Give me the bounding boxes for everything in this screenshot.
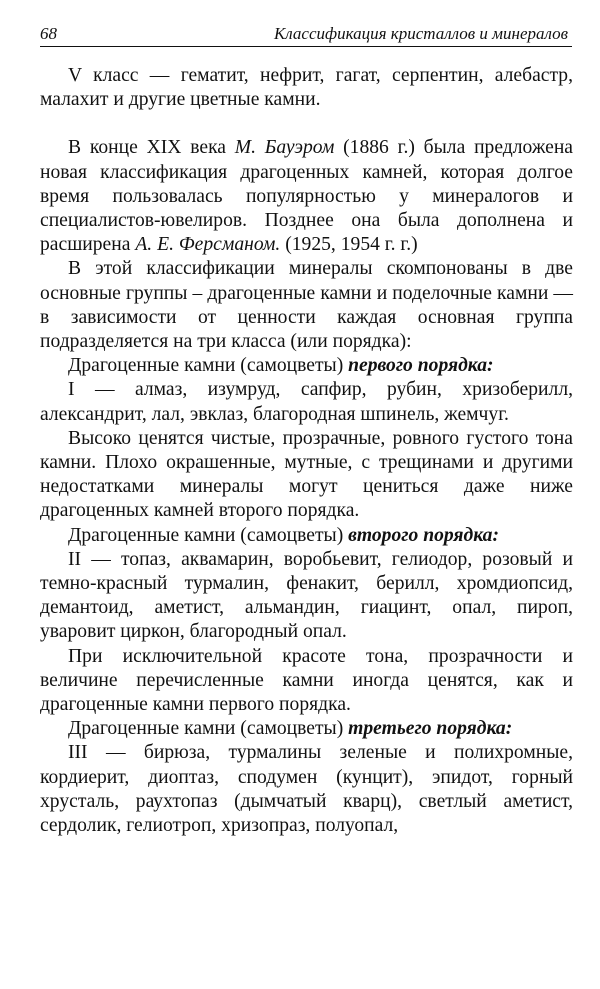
history-years: (1925, 1954 г. г.): [280, 234, 418, 256]
heading-third-order: [40, 717, 573, 741]
body-text: [40, 64, 573, 838]
third-order-label: третьего порядка:: [348, 718, 513, 740]
list-second-order: II — топаз, аквамарин, воробьевит, гелиодор, розовый и темно-красный турмалин, фенакит, берилл, хромдиопсид, демантоид, аметист, альмандин, гиацинт, опал, пироп, уваровит циркон, благородный опал.: [40, 548, 573, 643]
paragraph-first-order-note: Высоко ценятся чистые, прозрачные, ровного густого тона камни. Плохо окрашенные, мутные, с трещинами и другими недостатками минералы могут цениться даже ниже драгоценных камней второго порядка.: [40, 427, 573, 522]
paragraph-second-order-note: При исключительной красоте тона, прозрачности и величине перечисленные камни иногда ценятся, как и драгоценные камни первого порядка.: [40, 645, 573, 716]
heading-first-order: [40, 354, 573, 378]
heading-third-order-text: Драгоценные камни (самоцветы): [68, 718, 349, 740]
heading-first-order-text: Драгоценные камни (самоцветы): [68, 355, 349, 377]
history-text-1: В конце XIX века: [68, 137, 235, 159]
first-order-label: первого порядка:: [348, 355, 494, 377]
heading-second-order: [40, 524, 573, 548]
author-bauer: М. Бауэром: [234, 137, 335, 159]
list-third-order: III — бирюза, турмалины зеленые и полихромные, кордиерит, диоптаз, сподумен (кунцит), эпидот, горный хрусталь, раухтопаз (дымчатый кварц), светлый аметист, сердолик, гелиотроп, хризопраз, полуопал,: [40, 742, 573, 837]
paragraph-history: [40, 136, 573, 257]
page-number: 68: [40, 24, 57, 43]
paragraph-groups: В этой классификации минералы скомпонованы в две основные группы – драгоценные камни и поделочные камни — в зависимости от ценности каждая основная группа подразделяется на три класса (или порядка):: [40, 258, 573, 353]
paragraph-class-v: V класс — гематит, нефрит, гагат, серпентин, алебастр, малахит и другие цветные камни.: [40, 65, 573, 111]
author-fersman: А. Е. Ферсманом.: [135, 234, 281, 256]
second-order-label: второго порядка:: [348, 524, 500, 546]
page-header: [40, 24, 572, 47]
list-first-order: I — алмаз, изумруд, сапфир, рубин, хризоберилл, александрит, лал, эвклаз, благородная шпинель, жемчуг.: [40, 379, 573, 425]
heading-second-order-text: Драгоценные камни (самоцветы): [68, 524, 349, 546]
running-title: Классификация кристаллов и минералов: [274, 24, 568, 43]
history-text-2: (1886 г.) была предложена новая классификация драгоценных камней, которая долгое время пользовалась популярностью у минералогов и специалистов-ювелиров. Позднее она была дополнена и расширена: [40, 137, 573, 256]
